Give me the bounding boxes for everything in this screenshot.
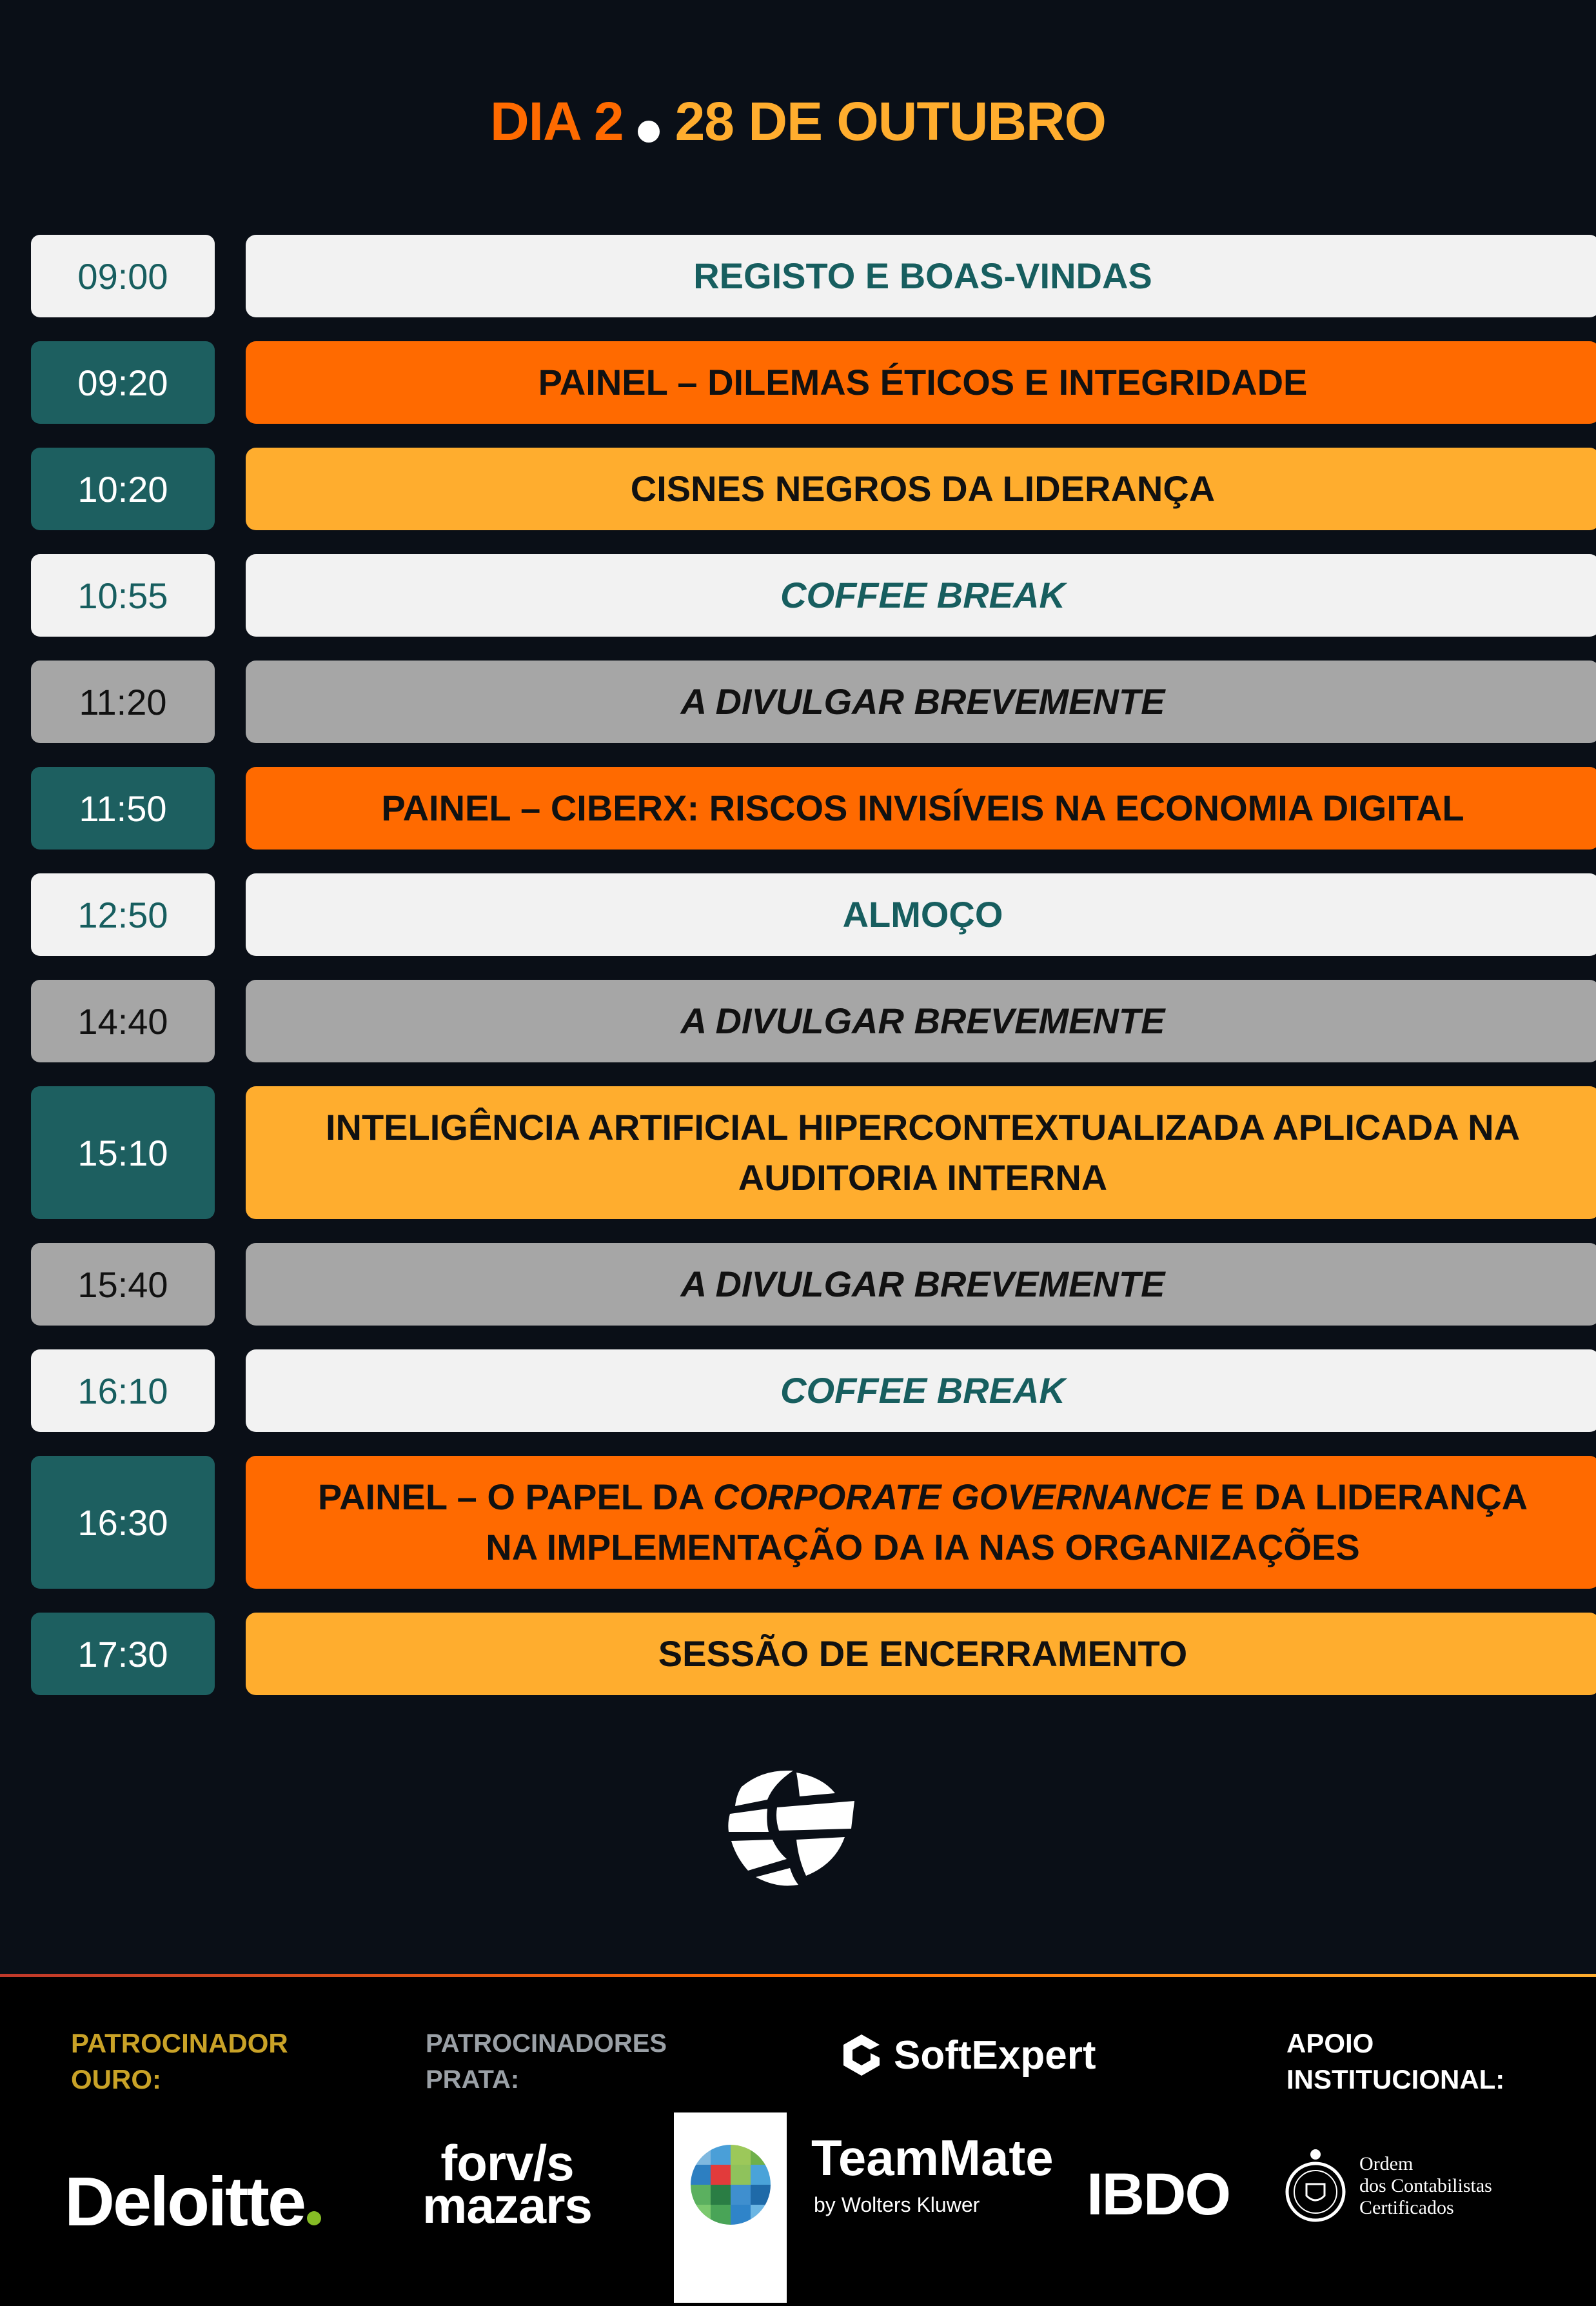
session-title <box>246 661 1596 743</box>
session-title <box>246 554 1596 637</box>
session-title <box>246 1086 1596 1219</box>
schedule-row <box>31 767 1570 850</box>
teammate-subtitle: by Wolters Kluwer <box>814 2193 980 2216</box>
wolters-kluwer-logo <box>674 2112 787 2303</box>
session-title <box>246 980 1596 1062</box>
separator-dot <box>638 121 660 143</box>
schedule-row <box>31 235 1570 317</box>
session-title <box>246 341 1596 424</box>
schedule-row <box>31 1243 1570 1326</box>
softexpert-logo: SoftExpert <box>838 2032 1096 2078</box>
session-time: 15:40 <box>31 1243 215 1326</box>
session-title-line: CISNES NEGROS DA LIDERANÇA <box>630 468 1216 509</box>
emphasis-text: CORPORATE GOVERNANCE <box>713 1476 1210 1517</box>
session-time: 16:10 <box>31 1349 215 1432</box>
session-title-line: COFFEE BREAK <box>780 1370 1065 1411</box>
schedule-row <box>31 661 1570 743</box>
session-time: 09:00 <box>31 235 215 317</box>
session-title <box>246 235 1596 317</box>
session-title <box>246 767 1596 850</box>
schedule-row <box>31 448 1570 530</box>
session-title <box>246 873 1596 956</box>
session-time: 16:30 <box>31 1456 215 1589</box>
forvis-mazars-logo: forv/s mazars <box>422 2134 592 2234</box>
session-title-line: REGISTO E BOAS-VINDAS <box>693 255 1152 296</box>
session-title-line: ALMOÇO <box>842 894 1003 935</box>
schedule-row <box>31 980 1570 1062</box>
schedule-row <box>31 341 1570 424</box>
session-title-line: A DIVULGAR BREVEMENTE <box>680 1000 1165 1041</box>
session-title-line: AUDITORIA INTERNA <box>738 1157 1108 1198</box>
session-title-line: A DIVULGAR BREVEMENTE <box>680 681 1165 722</box>
session-time: 11:50 <box>31 767 215 850</box>
schedule-row <box>31 1086 1570 1219</box>
sponsors-footer <box>0 1974 1596 2306</box>
session-title-line: A DIVULGAR BREVEMENTE <box>680 1264 1165 1304</box>
gold-sponsor-label: PATROCINADOR OURO: <box>71 2028 288 2094</box>
day-label: DIA 2 <box>489 91 624 152</box>
session-time: 10:20 <box>31 448 215 530</box>
session-title <box>246 448 1596 530</box>
schedule-row <box>31 1456 1570 1589</box>
schedule-row <box>31 1613 1570 1695</box>
silver-sponsor-label: PATROCINADORES PRATA: <box>426 2029 667 2094</box>
session-title-line: NA IMPLEMENTAÇÃO DA IA NAS ORGANIZAÇÕES <box>486 1527 1360 1567</box>
deloitte-logo: Deloitte <box>64 2161 321 2241</box>
session-time: 11:20 <box>31 661 215 743</box>
session-time: 10:55 <box>31 554 215 637</box>
schedule-row <box>31 1349 1570 1432</box>
session-title <box>246 1349 1596 1432</box>
session-time: 09:20 <box>31 341 215 424</box>
wolters-kluwer-globe-icon <box>691 2145 771 2225</box>
session-title-line: COFFEE BREAK <box>780 575 1065 615</box>
footer-divider <box>0 1974 1596 1977</box>
session-title-line: PAINEL – DILEMAS ÉTICOS E INTEGRIDADE <box>538 362 1308 403</box>
date-label: 28 DE OUTUBRO <box>675 91 1107 152</box>
session-time: 17:30 <box>31 1613 215 1695</box>
event-logo-icon <box>716 1767 858 1890</box>
page-title <box>0 90 1596 153</box>
session-title <box>246 1243 1596 1326</box>
softexpert-icon <box>838 2032 885 2078</box>
teammate-logo: TeamMate <box>811 2129 1054 2186</box>
occ-seal-icon <box>1283 2142 1348 2232</box>
session-title <box>246 1613 1596 1695</box>
session-title-line: PAINEL – O PAPEL DA CORPORATE GOVERNANCE E DA LIDERANÇA <box>317 1476 1528 1517</box>
session-title-line: PAINEL – CIBERX: RISCOS INVISÍVEIS NA ECONOMIA DIGITAL <box>381 788 1464 828</box>
institutional-label: APOIO INSTITUCIONAL: <box>1286 2028 1505 2094</box>
bdo-logo: IBDO <box>1087 2162 1230 2227</box>
schedule-row <box>31 873 1570 956</box>
schedule-row <box>31 554 1570 637</box>
session-title-line: SESSÃO DE ENCERRAMENTO <box>658 1633 1188 1674</box>
session-time: 14:40 <box>31 980 215 1062</box>
occ-logo-text: Ordem dos Contabilistas Certificados <box>1359 2153 1492 2218</box>
session-title <box>246 1456 1596 1589</box>
session-time: 12:50 <box>31 873 215 956</box>
deloitte-dot <box>307 2211 321 2225</box>
session-title-line: INTELIGÊNCIA ARTIFICIAL HIPERCONTEXTUALIZADA APLICADA NA <box>325 1107 1521 1148</box>
session-time: 15:10 <box>31 1086 215 1219</box>
